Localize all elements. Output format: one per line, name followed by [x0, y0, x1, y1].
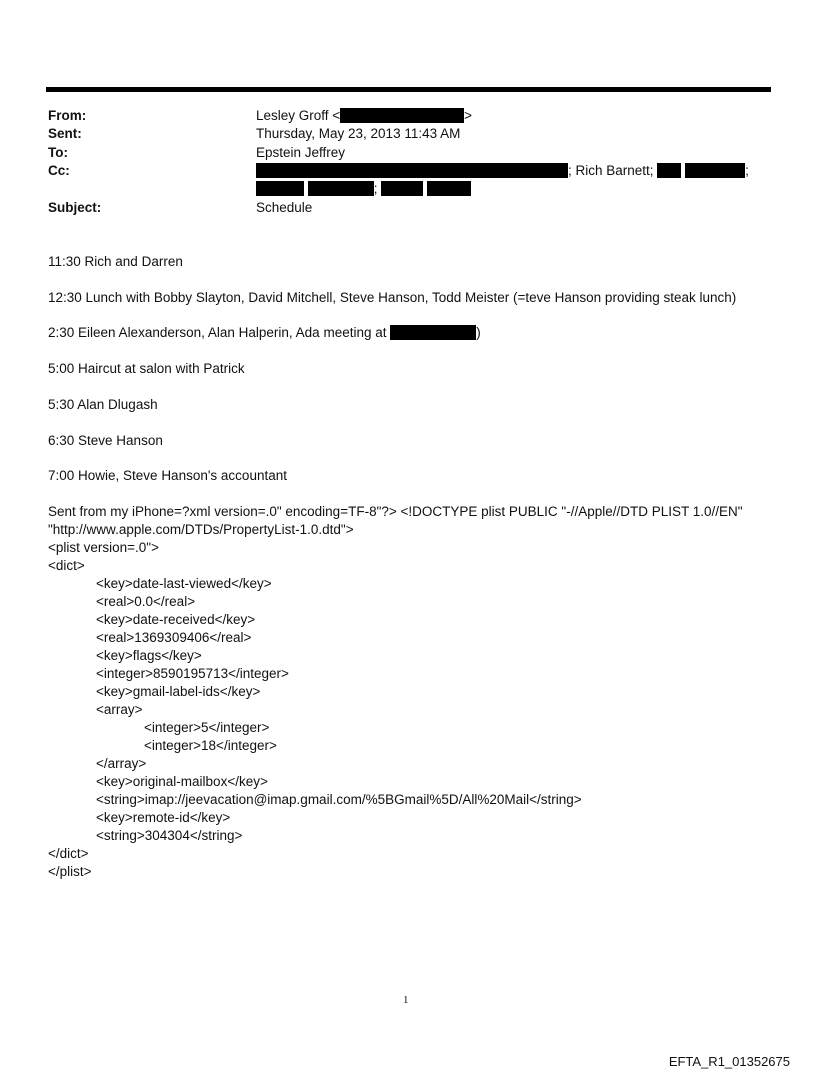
document-id: EFTA_R1_01352675 — [668, 1054, 790, 1069]
schedule-item: 11:30 Rich and Darren — [48, 254, 183, 269]
xml-line: </dict> — [48, 846, 89, 861]
xml-line: <key>remote-id</key> — [96, 810, 231, 825]
from-value — [256, 107, 472, 125]
xml-line: <key>date-received</key> — [96, 612, 256, 627]
xml-line: </array> — [96, 756, 147, 771]
to-label: To: — [48, 145, 68, 160]
to-value: Epstein Jeffrey — [256, 145, 346, 160]
from-label: From: — [48, 108, 87, 123]
cc-rich-barnett: ; Rich Barnett; — [568, 163, 654, 178]
cc-label: Cc: — [48, 163, 70, 178]
sent-label: Sent: — [48, 126, 82, 141]
subject-value: Schedule — [256, 200, 313, 215]
redaction-block — [256, 181, 304, 196]
xml-line: <key>gmail-label-ids</key> — [96, 684, 261, 699]
xml-line: <string>imap://jeevacation@imap.gmail.com/%5BGmail%5D/All%20Mail</string> — [96, 792, 582, 807]
xml-line: <key>flags</key> — [96, 648, 202, 663]
xml-line: <integer>18</integer> — [144, 738, 277, 753]
redaction-block — [381, 181, 423, 196]
xml-line: <key>original-mailbox</key> — [96, 774, 268, 789]
schedule-item: 5:00 Haircut at salon with Patrick — [48, 361, 245, 376]
xml-line: <array> — [96, 702, 143, 717]
xml-line: <real>1369309406</real> — [96, 630, 252, 645]
schedule-item-text: 2:30 Eileen Alexanderson, Alan Halperin, Ada meeting at — [48, 325, 387, 340]
cc-semicolon: ; — [745, 163, 749, 178]
redaction-block — [427, 181, 471, 196]
schedule-item: 5:30 Alan Dlugash — [48, 397, 158, 412]
page-number: 1 — [403, 994, 409, 1006]
xml-line: <key>date-last-viewed</key> — [96, 576, 272, 591]
sent-value: Thursday, May 23, 2013 11:43 AM — [256, 126, 461, 141]
schedule-item: 12:30 Lunch with Bobby Slayton, David Mitchell, Steve Hanson, Todd Meister (=teve Hanson providing steak lunch) — [48, 290, 737, 305]
redaction-block — [340, 108, 464, 123]
xml-line: <dict> — [48, 558, 85, 573]
redaction-block — [657, 163, 681, 178]
xml-line: Sent from my iPhone=?xml version=.0" encoding=TF-8"?> <!DOCTYPE plist PUBLIC "-//Apple//DTD PLIST 1.0//EN" — [48, 504, 743, 519]
redaction-block — [390, 325, 476, 340]
schedule-item — [48, 324, 481, 342]
xml-line: <plist version=.0"> — [48, 540, 159, 555]
redaction-block — [256, 163, 568, 178]
schedule-item: 7:00 Howie, Steve Hanson's accountant — [48, 468, 287, 483]
cc-semicolon-2: ; — [373, 181, 378, 196]
cc-value-line2 — [256, 180, 471, 198]
xml-line: <integer>8590195713</integer> — [96, 666, 289, 681]
xml-line: <real>0.0</real> — [96, 594, 196, 609]
schedule-item-paren: ) — [476, 325, 481, 340]
subject-label: Subject: — [48, 200, 102, 215]
cc-value-line1 — [256, 162, 749, 180]
header-rule — [46, 87, 771, 92]
xml-line: <string>304304</string> — [96, 828, 243, 843]
redaction-block — [308, 181, 374, 196]
from-name: Lesley Groff < — [256, 108, 341, 123]
from-close: > — [464, 108, 473, 123]
schedule-item: 6:30 Steve Hanson — [48, 433, 163, 448]
xml-line: <integer>5</integer> — [144, 720, 270, 735]
xml-line: </plist> — [48, 864, 92, 879]
redaction-block — [685, 163, 745, 178]
xml-line: "http://www.apple.com/DTDs/PropertyList-1.0.dtd"> — [48, 522, 354, 537]
